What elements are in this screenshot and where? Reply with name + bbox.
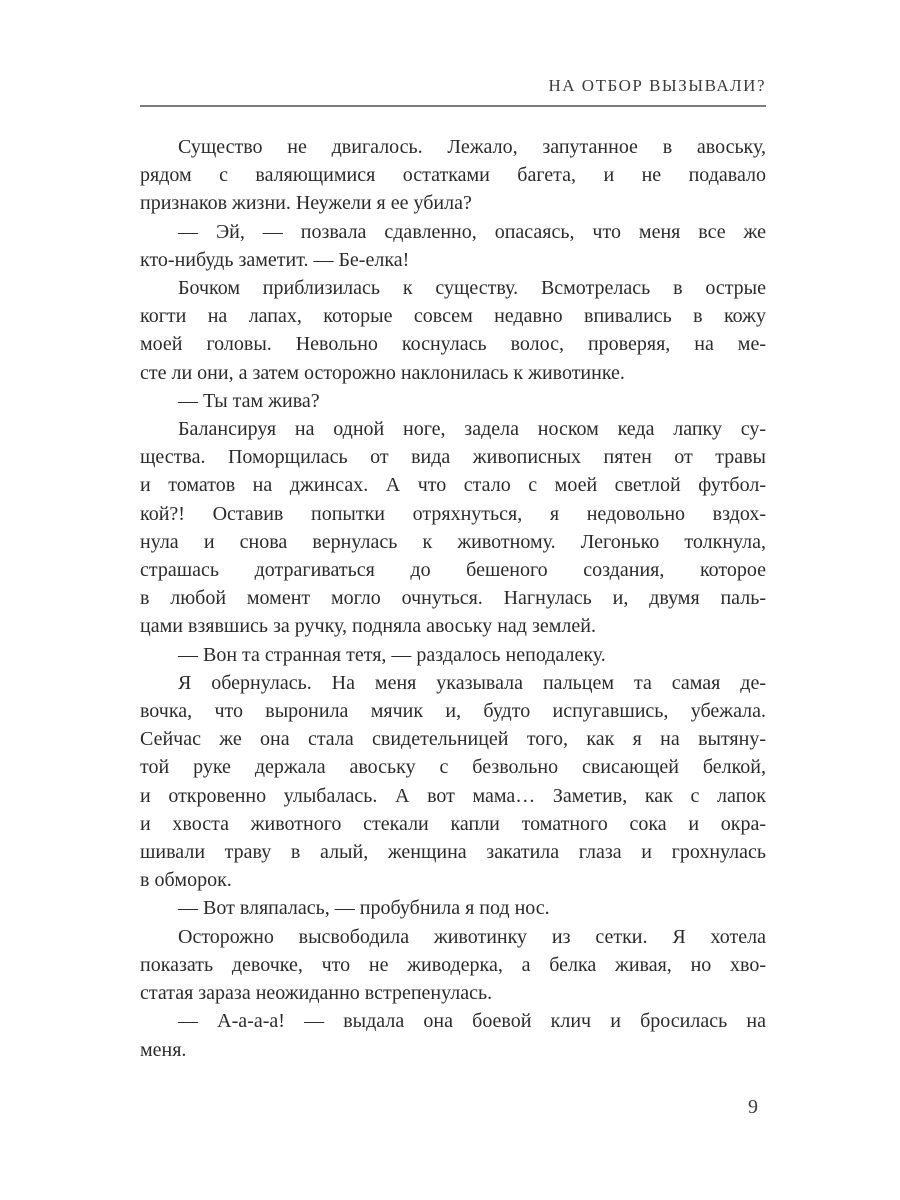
text-line: признаков жизни. Неужели я ее убила?	[140, 192, 472, 215]
text-line: и томатов на джинсах. А что стало с моей светлой футбол-	[140, 474, 766, 497]
text-line: кой?! Оставив попытки отряхнуться, я недовольно вздох-	[140, 502, 766, 525]
text-line: показать девочке, что не живодерка, а белка живая, но хво-	[140, 953, 766, 976]
text-line: и откровенно улыбалась. А вот мама… Заметив, как с лапок	[140, 784, 766, 807]
text-line: — Ты там жива?	[178, 389, 320, 412]
text-line: в обморок.	[140, 869, 232, 892]
page-number: 9	[748, 1095, 758, 1118]
text-line: — А-а-а-а! — выдала она боевой клич и бросилась на	[178, 1010, 766, 1033]
text-line: в любой момент могло очнуться. Нагнулась и, двумя паль-	[140, 587, 766, 610]
text-line: вочка, что выронила мячик и, будто испугавшись, убежала.	[140, 700, 766, 723]
text-line: и хвоста животного стекали капли томатного сока и окра-	[140, 812, 766, 835]
text-line: Осторожно высвободила животинку из сетки. Я хотела	[178, 925, 766, 948]
text-line: моей головы. Невольно коснулась волос, проверяя, на ме-	[140, 333, 766, 356]
running-head: НА ОТБОР ВЫЗЫВАЛИ?	[548, 76, 766, 95]
text-line: когти на лапах, которые совсем недавно впивались в кожу	[140, 305, 766, 328]
text-line: статая зараза неожиданно встрепенулась.	[140, 982, 493, 1005]
text-line: — Вот вляпалась, — пробубнила я под нос.	[178, 897, 550, 920]
text-line: щества. Поморщилась от вида живописных пятен от травы	[140, 446, 766, 469]
body-text	[140, 133, 766, 1064]
text-line: страшась дотрагиваться до бешеного создания, которое	[140, 559, 766, 582]
text-line: меня.	[140, 1038, 187, 1061]
text-line: Балансируя на одной ноге, задела носком кеда лапку су-	[178, 418, 766, 441]
text-line: сте ли они, а затем осторожно наклонилась к животинке.	[140, 361, 625, 384]
text-line: нула и снова вернулась к животному. Легонько толкнула,	[140, 530, 766, 553]
text-line: шивали траву в алый, женщина закатила глаза и грохнулась	[140, 841, 766, 864]
text-line: — Вон та странная тетя, — раздалось неподалеку.	[178, 643, 606, 666]
header-rule	[140, 105, 766, 107]
text-line: той руке держала авоську с безвольно свисающей белкой,	[140, 756, 766, 779]
page-footer	[140, 1096, 766, 1119]
text-line: цами взявшись за ручку, подняла авоську над землей.	[140, 615, 596, 638]
text-line: кто-нибудь заметит. — Бе-елка!	[140, 248, 410, 271]
text-line: — Эй, — позвала сдавленно, опасаясь, что меня все же	[178, 220, 766, 243]
text-line: Существо не двигалось. Лежало, запутанное в авоську,	[178, 136, 766, 158]
text-line: Бочком приблизилась к существу. Всмотрелась в острые	[178, 277, 766, 300]
text-line: Сейчас же она стала свидетельницей того, как я на вытяну-	[140, 728, 766, 751]
text-line: рядом с валяющимися остатками багета, и не подавало	[140, 164, 766, 187]
text-line: Я обернулась. На меня указывала пальцем та самая де-	[178, 671, 766, 694]
